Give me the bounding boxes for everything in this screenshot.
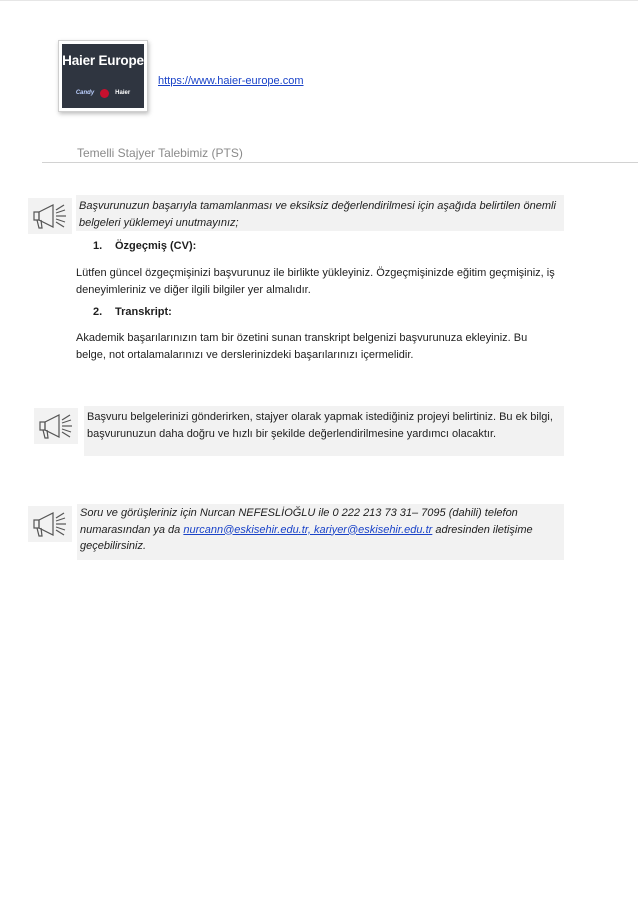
item-heading-transcript [93,306,172,318]
megaphone-icon [28,198,72,234]
callout-text-documents: Başvurunuzun başarıyla tamamlanması ve eksiksiz değerlendirilmesi için aşağıda belirtilen önemli belgeleri yüklemeyi unutmayınız; [79,200,556,229]
contact-text-before: Soru ve görüşleriniz için Nurcan NEFESLİOĞLU ile 0 222 213 73 31– 7095 (dahili) telefon numarasından ya da [80,507,518,536]
logo-title: Haier Europe [62,53,144,68]
logo-brands [62,87,144,99]
brand-candy: Candy [75,90,95,96]
item-description-transcript: Akademik başarılarınızın tam bir özetini sunan transkript belgenizi başvurunuza ekleyiniz. Bu belge, not ortalamalarınızı ve derslerinizdeki başarılarınızı içermelidir. [76,332,528,361]
contact-email-links[interactable]: nurcann@eskisehir.edu.tr, kariyer@eskisehir.edu.tr [183,523,433,536]
document-title: Temelli Stajyer Talebimiz (PTS) [77,146,243,160]
item-title: Özgeçmiş (CV): [115,240,197,252]
callout-text-project: Başvuru belgelerinizi gönderirken, stajyer olarak yapmak istediğiniz projeyi belirtiniz. Bu ek bilgi, başvurunuzun daha doğru ve hızlı bir şekilde değerlendirilmesine yardımcı olacaktır. [87,411,553,440]
contact-text-after: adresinden iletişime geçebilirsiniz. [80,523,533,552]
item-description-cv: Lütfen güncel özgeçmişinizi başvurunuz ile birlikte yükleyiniz. Özgeçmişinizde eğitim geçmişiniz, iş deneyimleriniz ve diğer ilgili bilgiler yer almalıdır. [76,267,555,296]
header-divider [42,162,638,163]
brand-haier: Haier [115,90,131,96]
company-logo [58,40,148,112]
top-rule [0,0,638,1]
item-title: Transkript: [115,306,172,318]
item-number: 1. [93,240,103,252]
item-number: 2. [93,306,103,318]
website-link[interactable]: https://www.haier-europe.com [158,75,304,87]
item-heading-cv [93,240,196,252]
logo-background [62,44,144,108]
callout-text-contact [80,505,550,555]
megaphone-icon [28,506,72,542]
brand-hoover-mark [100,89,109,98]
megaphone-icon [34,408,78,444]
